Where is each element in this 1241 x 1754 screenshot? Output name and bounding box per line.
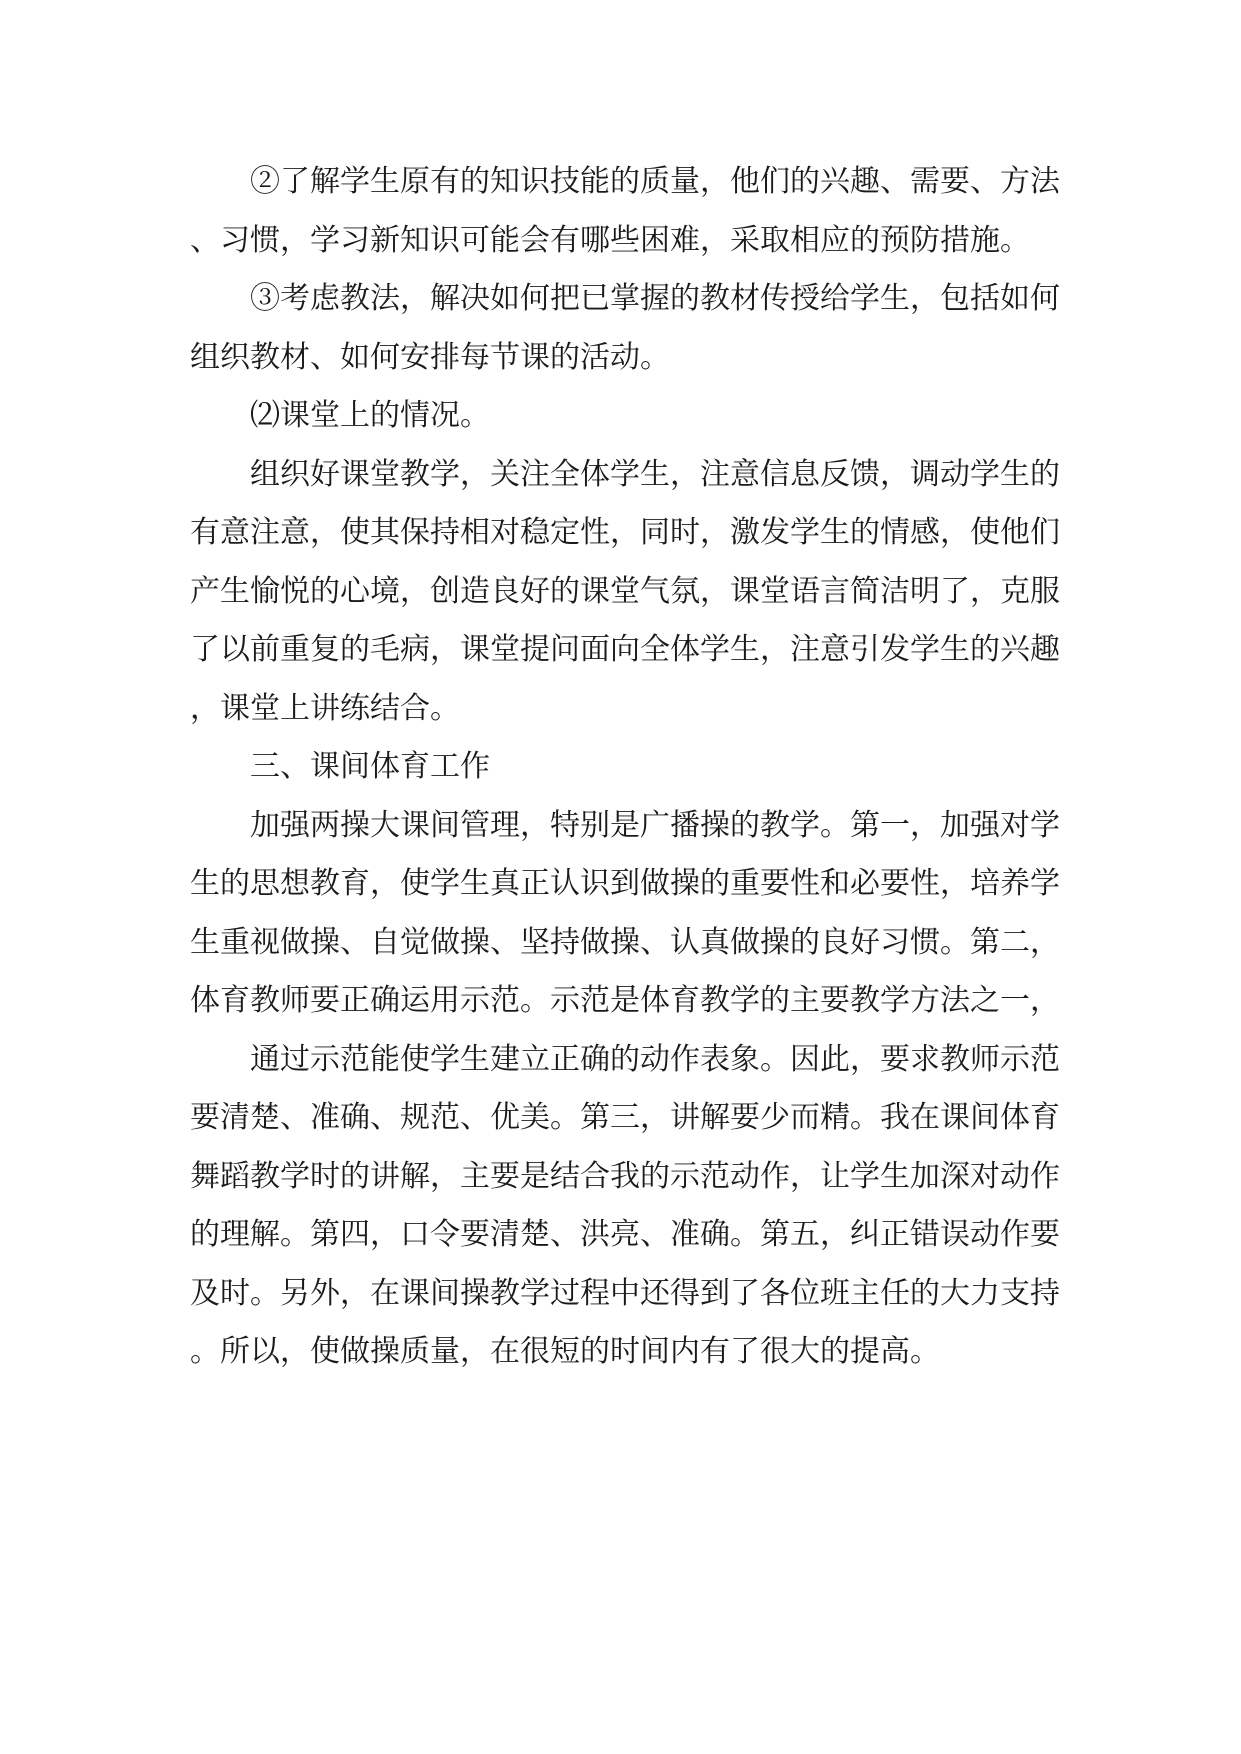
document-body [190,153,1060,1382]
paragraph-teaching-prep-student: ②了解学生原有的知识技能的质量，他们的兴趣、需要、方法、习惯，学习新知识可能会有哪些困难，采取相应的预防措施。 [190,164,1060,258]
paragraph-classroom-heading: ⑵课堂上的情况。 [250,398,490,433]
section-heading-pe-break: 三、课间体育工作 [250,749,490,784]
paragraph-teaching-prep-method: ③考虑教法，解决如何把已掌握的教材传授给学生，包括如何组织教材、如何安排每节课的活动。 [190,281,1060,375]
paragraph-exercise-management: 加强两操大课间管理，特别是广播操的教学。第一，加强对学生的思想教育，使学生真正认识到做操的重要性和必要性，培养学生重视做操、自觉做操、坚持做操、认真做操的良好习惯。第二，体育教师要正确运用示范。示范是体育教学的主要教学方法之一， [190,807,1060,1018]
paragraph-classroom-body: 组织好课堂教学，关注全体学生，注意信息反馈，调动学生的有意注意，使其保持相对稳定性，同时，激发学生的情感，使他们产生愉悦的心境，创造良好的课堂气氛，课堂语言简洁明了，克服了以前重复的毛病，课堂提问面向全体学生，注意引发学生的兴趣，课堂上讲练结合。 [190,456,1060,726]
paragraph-demonstration: 通过示范能使学生建立正确的动作表象。因此，要求教师示范要清楚、准确、规范、优美。第三，讲解要少而精。我在课间体育舞蹈教学时的讲解，主要是结合我的示范动作，让学生加深对动作的理解。第四，口令要清楚、洪亮、准确。第五，纠正错误动作要及时。另外，在课间操教学过程中还得到了各位班主任的大力支持。所以，使做操质量，在很短的时间内有了很大的提高。 [190,1041,1060,1369]
